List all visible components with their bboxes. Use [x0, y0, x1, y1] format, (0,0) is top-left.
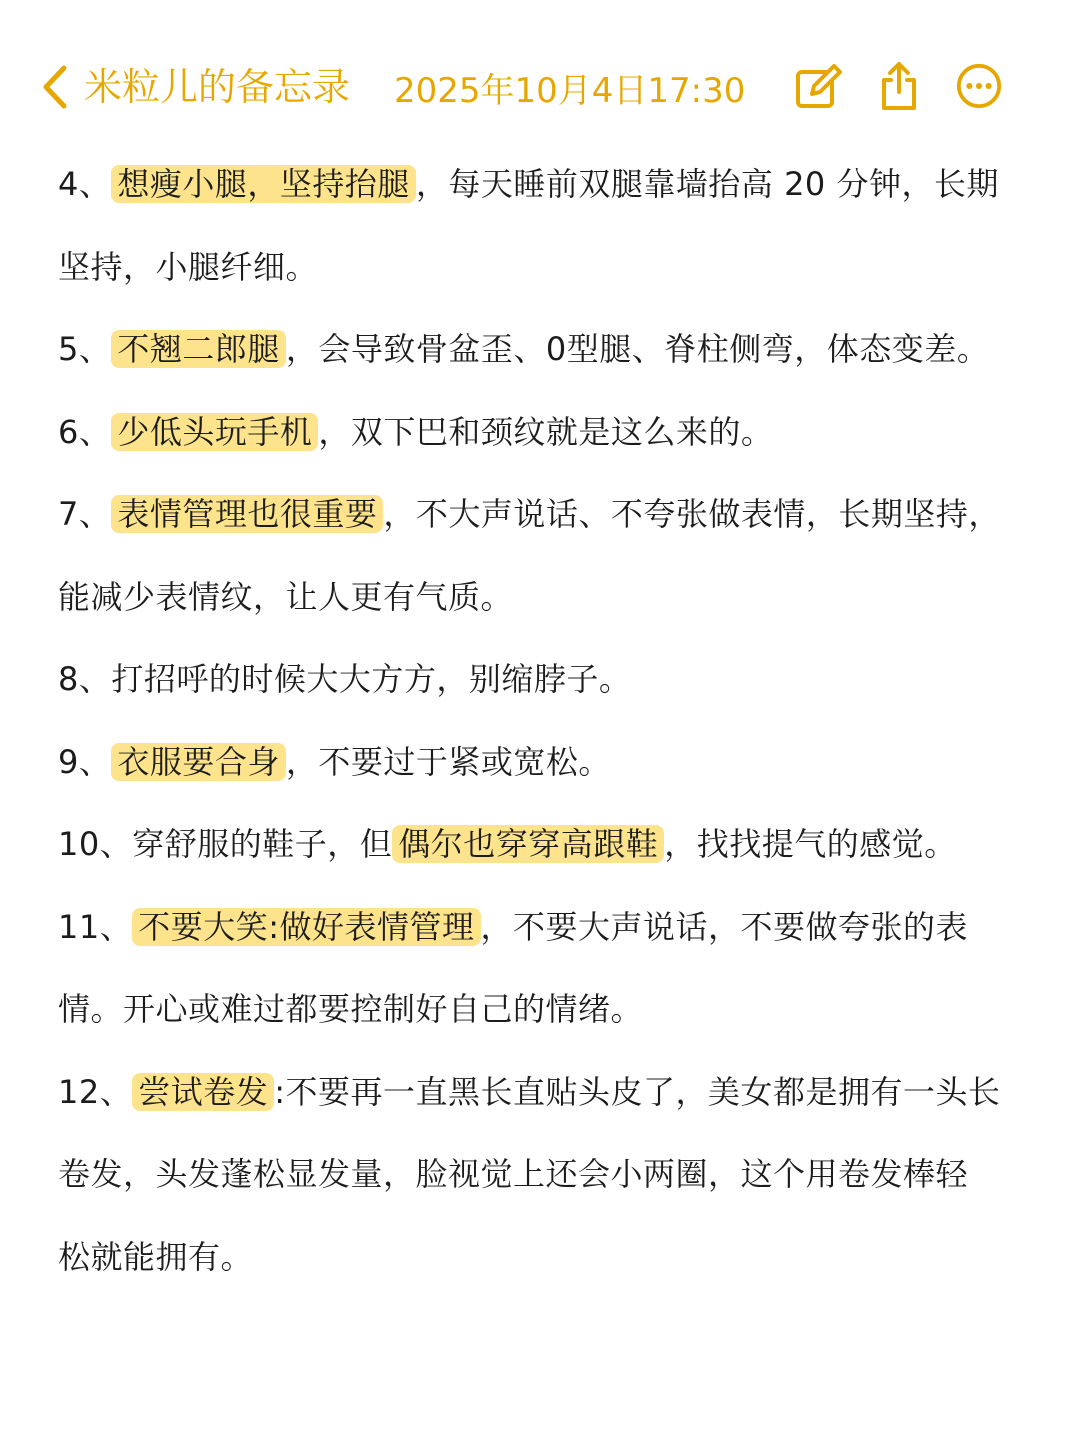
- share-button[interactable]: [874, 60, 924, 112]
- back-button[interactable]: [38, 62, 74, 112]
- compose-button[interactable]: [792, 60, 842, 112]
- share-icon: [874, 60, 924, 112]
- highlight: 偶尔也穿穿高跟鞋: [392, 825, 664, 863]
- back-chevron-icon: [38, 62, 74, 112]
- list-item-continuation: 松就能拥有。: [58, 1237, 254, 1276]
- note-timestamp: 2025年10月4日17:30: [394, 71, 746, 111]
- list-item: 9、 衣服要合身 ，不要过于紧或宽松。: [58, 742, 611, 781]
- list-item: 10、穿舒服的鞋子，但 偶尔也穿穿高跟鞋 ，找找提气的感觉。: [58, 825, 957, 863]
- highlight: 不要大笑:做好表情管理: [132, 908, 480, 946]
- list-item-continuation: 坚持，小腿纤细。: [58, 247, 319, 286]
- highlight: 不翘二郎腿: [111, 330, 286, 368]
- highlight: 少低头玩手机: [111, 413, 318, 451]
- list-item-continuation: 能减少表情纹，让人更有气质。: [58, 577, 514, 616]
- list-item: 8、打招呼的时候大大方方，别缩脖子。: [58, 660, 632, 698]
- list-item: 12、 尝试卷发 :不要再一直黑长直贴头皮了，美女都是拥有一头长: [58, 1072, 1001, 1111]
- list-item-continuation: 情。开心或难过都要控制好自己的情绪。: [58, 990, 644, 1028]
- compose-icon: [792, 60, 842, 112]
- list-item: 7、 表情管理也很重要 ，不大声说话、不夸张做表情，长期坚持，: [58, 495, 1001, 533]
- list-item: 4、 想瘦小腿，坚持抬腿 ，每天睡前双腿靠墙抬高 20 分钟，长期: [58, 165, 999, 203]
- folder-title[interactable]: 米粒儿的备忘录: [84, 65, 351, 109]
- more-icon: [954, 60, 1004, 112]
- list-item: 6、 少低头玩手机 ，双下巴和颈纹就是这么来的。: [58, 412, 774, 451]
- list-item: 11、 不要大笑:做好表情管理 ，不要大声说话，不要做夸张的表: [58, 907, 969, 946]
- highlight: 表情管理也很重要: [111, 495, 383, 533]
- note-body[interactable]: [58, 143, 1038, 1298]
- highlight: 衣服要合身: [111, 743, 286, 781]
- highlight: 想瘦小腿，坚持抬腿: [111, 165, 416, 203]
- list-item: 5、 不翘二郎腿 ，会导致骨盆歪、0型腿、脊柱侧弯，体态变差。: [58, 330, 990, 368]
- more-button[interactable]: [954, 60, 1004, 112]
- list-item-continuation: 卷发，头发蓬松显发量，脸视觉上还会小两圈，这个用卷发棒轻: [58, 1155, 969, 1193]
- highlight: 尝试卷发: [132, 1073, 274, 1111]
